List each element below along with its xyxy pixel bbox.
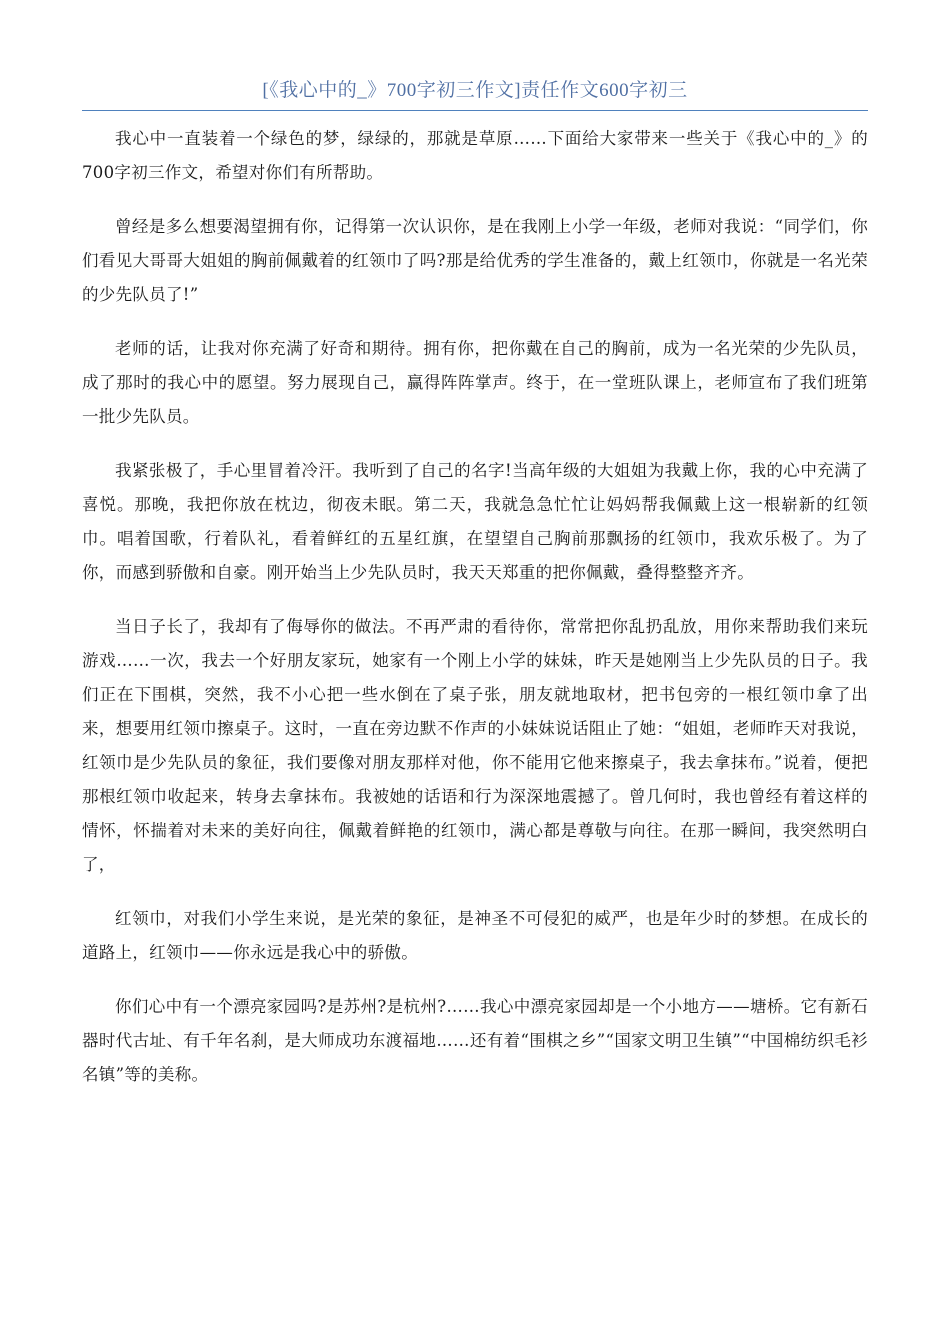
paragraph-2: 曾经是多么想要渴望拥有你，记得第一次认识你，是在我刚上小学一年级，老师对我说：“同学们，你们看见大哥哥大姐姐的胸前佩戴着的红领巾了吗?那是给优秀的学生准备的，戴上红领巾，你就是一名光荣的少先队员了!” bbox=[82, 217, 868, 304]
paragraph-1: 我心中一直装着一个绿色的梦，绿绿的，那就是草原……下面给大家带来一些关于《我心中的_》的700字初三作文，希望对你们有所帮助。 bbox=[82, 129, 868, 182]
paragraph-4: 我紧张极了，手心里冒着冷汗。我听到了自己的名字!当高年级的大姐姐为我戴上你，我的心中充满了喜悦。那晚，我把你放在枕边，彻夜未眠。第二天，我就急急忙忙让妈妈帮我佩戴上这一根崭新的红领巾。唱着国歌，行着队礼，看着鲜红的五星红旗，在望望自己胸前那飘扬的红领巾，我欢乐极了。为了你，而感到骄傲和自豪。刚开始当上少先队员时，我天天郑重的把你佩戴，叠得整整齐齐。 bbox=[82, 461, 868, 582]
article-body bbox=[82, 122, 868, 1112]
page-header bbox=[82, 76, 868, 111]
paragraph-5: 当日子长了，我却有了侮辱你的做法。不再严肃的看待你，常常把你乱扔乱放，用你来帮助我们来玩游戏……一次，我去一个好朋友家玩，她家有一个刚上小学的妹妹，昨天是她刚当上少先队员的日子。我们正在下围棋，突然，我不小心把一些水倒在了桌子张，朋友就地取材，把书包旁的一根红领巾拿了出来，想要用红领巾擦桌子。这时，一直在旁边默不作声的小妹妹说话阻止了她：“姐姐，老师昨天对我说，红领巾是少先队员的象征，我们要像对朋友那样对他，你不能用它他来擦桌子，我去拿抹布。”说着，便把那根红领巾收起来，转身去拿抹布。我被她的话语和行为深深地震撼了。曾几何时，我也曾经有着这样的情怀，怀揣着对未来的美好向往，佩戴着鲜艳的红领巾，满心都是尊敬与向往。在那一瞬间，我突然明白了， bbox=[82, 617, 868, 874]
paragraph-6: 红领巾，对我们小学生来说，是光荣的象征，是神圣不可侵犯的威严，也是年少时的梦想。在成长的道路上，红领巾——你永远是我心中的骄傲。 bbox=[82, 909, 868, 962]
paragraph-7: 你们心中有一个漂亮家园吗?是苏州?是杭州?……我心中漂亮家园却是一个小地方——塘桥。它有新石器时代古址、有千年名刹，是大师成功东渡福地……还有着“围棋之乡”“国家文明卫生镇”“中国棉纺织毛衫名镇”等的美称。 bbox=[82, 997, 868, 1084]
paragraph-3: 老师的话，让我对你充满了好奇和期待。拥有你，把你戴在自己的胸前，成为一名光荣的少先队员，成了那时的我心中的愿望。努力展现自己，赢得阵阵掌声。终于，在一堂班队课上，老师宣布了我们班第一批少先队员。 bbox=[82, 339, 868, 426]
page-title: [《我心中的_》700字初三作文]责任作文600字初三 bbox=[262, 80, 688, 101]
